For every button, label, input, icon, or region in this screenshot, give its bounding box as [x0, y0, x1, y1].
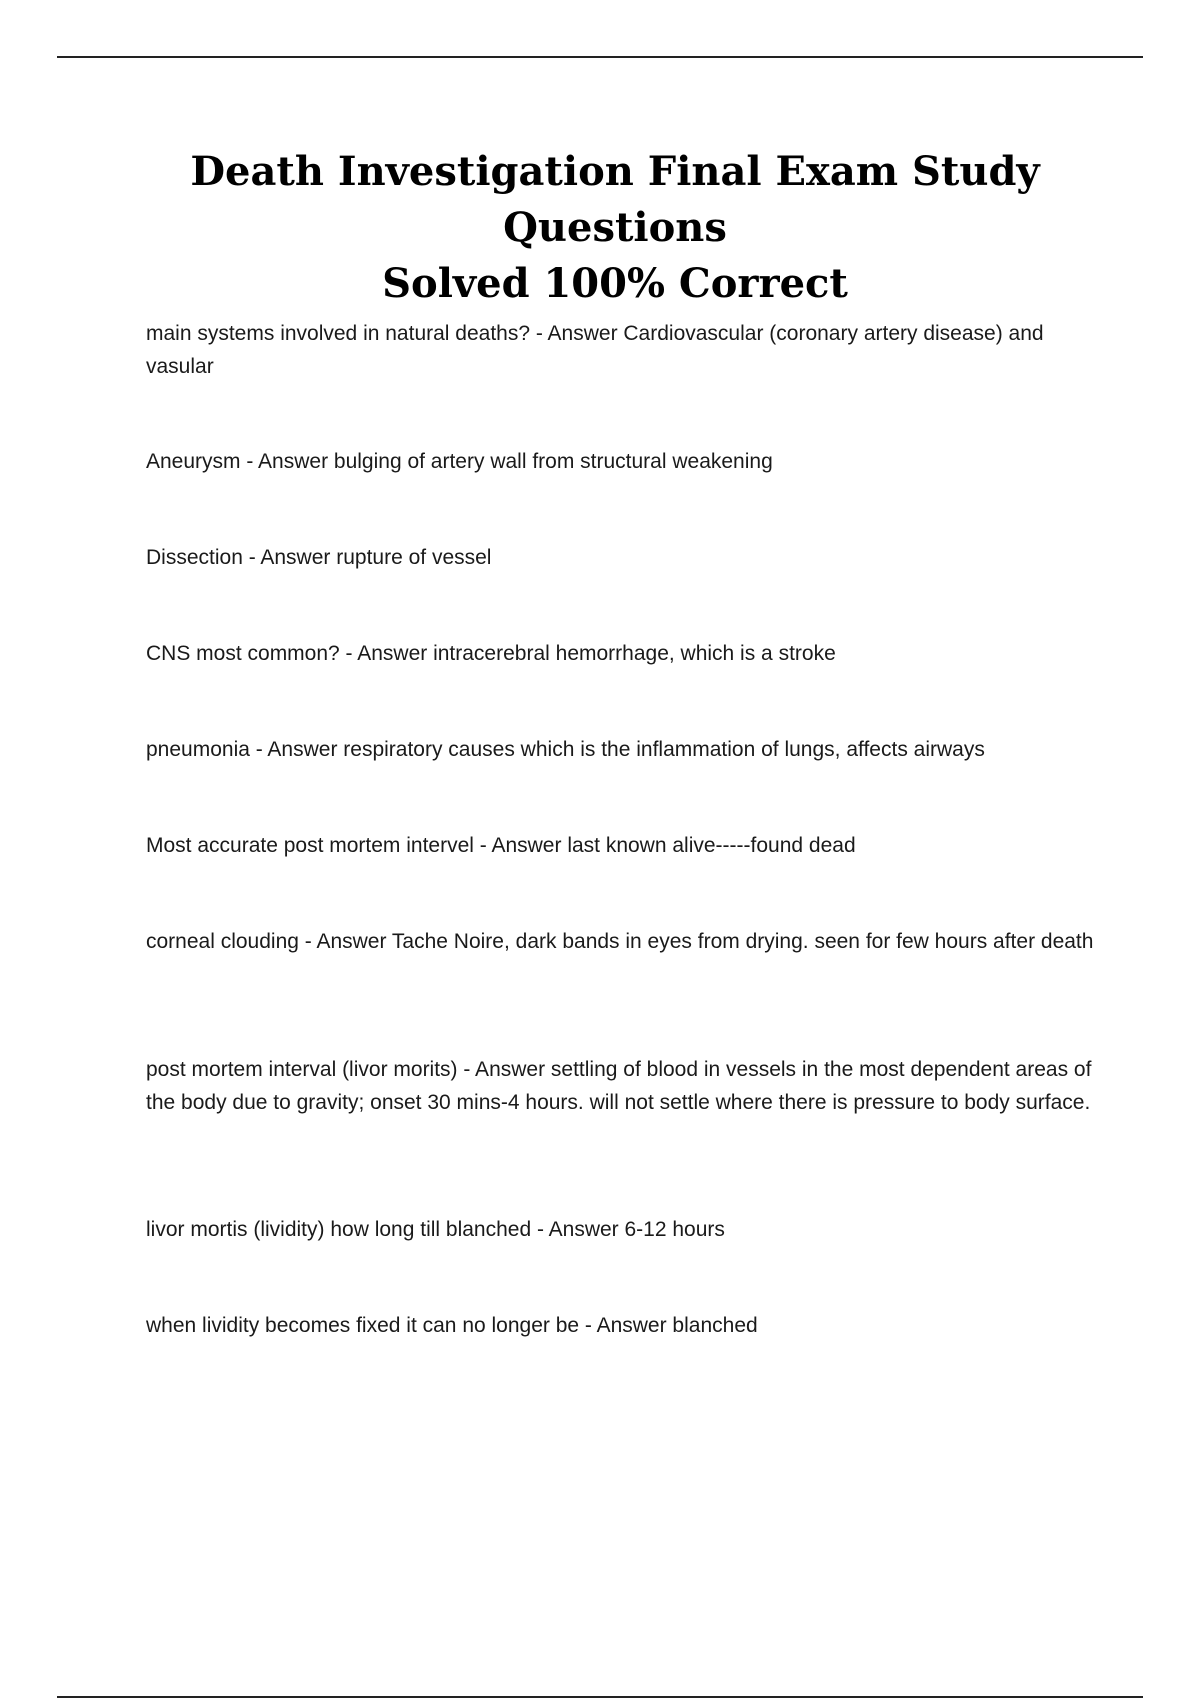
qa-item-6: Most accurate post mortem intervel - Answer last known alive-----found dead	[146, 834, 856, 857]
document-title	[120, 144, 1110, 312]
qa-item-3: Dissection - Answer rupture of vessel	[146, 546, 492, 569]
title-line-2: Solved 100% Correct	[382, 260, 848, 307]
qa-item-4: CNS most common? - Answer intracerebral hemorrhage, which is a stroke	[146, 642, 836, 665]
bottom-rule	[57, 1696, 1143, 1698]
qa-item-2: Aneurysm - Answer bulging of artery wall from structural weakening	[146, 450, 773, 473]
qa-item-7: corneal clouding - Answer Tache Noire, dark bands in eyes from drying. seen for few hours after death	[146, 930, 1094, 953]
top-rule	[57, 56, 1143, 58]
qa-item-5: pneumonia - Answer respiratory causes which is the inflammation of lungs, affects airways	[146, 738, 985, 761]
title-line-1: Death Investigation Final Exam Study Questions	[190, 148, 1040, 251]
qa-item-1: main systems involved in natural deaths? - Answer Cardiovascular (coronary artery disease) and vasular	[146, 322, 1044, 378]
qa-item-10: when lividity becomes fixed it can no longer be - Answer blanched	[146, 1314, 758, 1337]
qa-item-9: livor mortis (lividity) how long till blanched - Answer 6-12 hours	[146, 1218, 725, 1241]
qa-item-8: post mortem interval (livor morits) - Answer settling of blood in vessels in the most dependent areas of the body due to gravity; onset 30 mins-4 hours. will not settle where there is pressure to body surface.	[146, 1058, 1092, 1114]
